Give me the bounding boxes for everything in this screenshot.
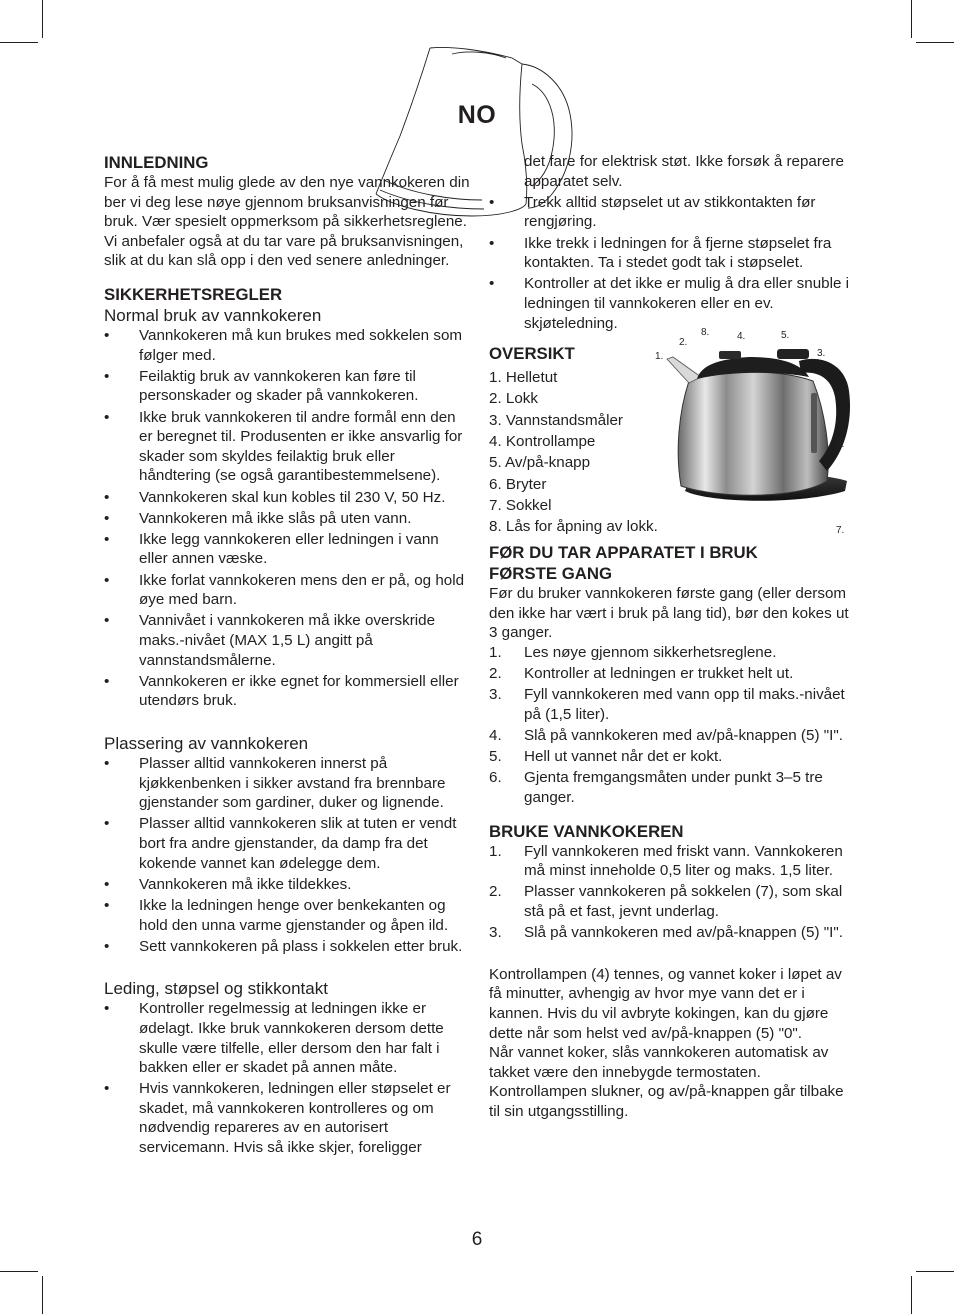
crop-mark xyxy=(911,0,912,38)
part-item: 8. Lås for åpning av lokk. xyxy=(489,518,658,536)
part-item: 7. Sokkel xyxy=(489,496,552,514)
usage-steps xyxy=(489,842,854,943)
list-item: • Plasser alltid vannkokeren slik at tuten er vendt bort fra andre gjenstander, da damp fra det kokende vannet kan ødelegge dem. xyxy=(104,814,470,873)
right-column xyxy=(489,152,854,1122)
list-item: det fare for elektrisk støt. Ikke forsøk å reparere apparatet selv. xyxy=(524,153,844,190)
intro-paragraph: For å få mest mulig glede av den nye vannkokeren din ber vi deg lese nøye gjennom bruksanvisningen før bruk. Vær spesielt oppmerksom på sikkerhetsreglene. Vi anbefaler også at du tar vare på bruksanvisningen, slik at du kan slå opp i den ved senere anledninger. xyxy=(104,174,470,270)
list-item: • Vannkokeren er ikke egnet for kommersiell eller utendørs bruk. xyxy=(104,672,470,711)
list-item: • Vannivået i vannkokeren må ikke overskride maks.-nivået (MAX 1,5 L) angitt på vannstandsmålerne. xyxy=(104,611,470,670)
cord-list-continued xyxy=(489,152,854,333)
crop-mark xyxy=(916,1271,954,1272)
part-item: 3. Vannstandsmåler xyxy=(489,411,623,429)
crop-mark xyxy=(42,1276,43,1314)
step-item: 4. Slå på vannkokeren med av/på-knappen (5) "I". xyxy=(489,727,843,745)
step-item: 2. Plasser vannkokeren på sokkelen (7), som skal stå på et fast, jevnt underlag. xyxy=(489,883,843,920)
subheading-normal-use: Normal bruk av vannkokeren xyxy=(104,305,322,325)
step-item: 3. Fyll vannkokeren med vann opp til maks.-nivået på (1,5 liter). xyxy=(489,686,845,723)
list-item: • Vannkokeren må ikke slås på uten vann. xyxy=(104,509,470,529)
list-item: • Ikke legg vannkokeren eller ledningen i vann eller annen væske. xyxy=(104,530,470,569)
normal-use-list xyxy=(104,326,470,711)
section-heading-first-use xyxy=(489,542,854,584)
left-column xyxy=(104,152,470,1159)
crop-mark xyxy=(0,42,38,43)
part-item: 5. Av/på-knapp xyxy=(489,454,591,472)
list-item: • Kontroller at det ikke er mulig å dra eller snuble i ledningen til vannkokeren eller en ev. skjøteledning. xyxy=(489,274,854,333)
first-use-heading-line1: FØR DU TAR APPARATET I BRUK xyxy=(489,543,758,563)
first-use-steps xyxy=(489,643,854,808)
callout-label: 6. xyxy=(836,439,845,451)
section-heading-overview: OVERSIKT xyxy=(489,344,575,364)
callout-label: 2. xyxy=(679,337,688,349)
section-heading-intro: INNLEDNING xyxy=(104,153,209,172)
part-item: 2. Lokk xyxy=(489,390,538,408)
list-item: • Vannkokeren skal kun kobles til 230 V, 50 Hz. xyxy=(104,488,470,508)
overview-section xyxy=(489,327,854,537)
list-item: • Plasser alltid vannkokeren innerst på kjøkkenbenken i sikker avstand fra brennbare gjenstander som gardiner, duker og lignende. xyxy=(104,754,470,813)
subheading-placement: Plassering av vannkokeren xyxy=(104,734,309,753)
list-item: • Vannkokeren må ikke tildekkes. xyxy=(104,875,470,895)
part-item: 6. Bryter xyxy=(489,475,547,493)
list-item: • Sett vannkokeren på plass i sokkelen etter bruk. xyxy=(104,937,470,957)
list-item: • Feilaktig bruk av vannkokeren kan føre til personskader og skader på vannkokeren. xyxy=(104,367,470,406)
subheading-cord: Leding, støpsel og stikkontakt xyxy=(104,979,328,999)
language-code: NO xyxy=(457,101,497,129)
step-item: 1. Fyll vannkokeren med friskt vann. Vannkokeren må minst inneholde 0,5 liter og maks. 1,5 liter. xyxy=(489,842,843,880)
usage-paragraph: Når vannet koker, slås vannkokeren automatisk av takket være den innebygde termostaten. Kontrollampen slukner, og av/på-knappen går tilbake til sin utgangsstilling. xyxy=(489,1044,844,1120)
overview-parts-list xyxy=(489,367,658,537)
section-heading-usage: BRUKE VANNKOKEREN xyxy=(489,821,684,841)
usage-paragraph: Kontrollampen (4) tennes, og vannet koker i løpet av få minutter, avhengig av hvor mye vann det er i kannen. Hvis du vil avbryte kokingen, kan du gjøre dette når som helst ved av/på-knappen (5) "0". xyxy=(489,965,842,1042)
list-item: • Trekk alltid støpselet ut av stikkontakten før rengjøring. xyxy=(489,193,854,232)
step-item: 1. Les nøye gjennom sikkerhetsreglene. xyxy=(489,643,777,661)
callout-label: 5. xyxy=(781,330,790,342)
callout-label: 1. xyxy=(655,351,664,363)
list-item: • Ikke forlat vannkokeren mens den er på, og hold øye med barn. xyxy=(104,571,470,610)
crop-mark xyxy=(911,1276,912,1314)
cord-list xyxy=(104,999,470,1157)
list-item: • Hvis vannkokeren, ledningen eller støpselet er skadet, må vannkokeren kontrolleres og om nødvendig repareres av en autorisert servicemann. Hvis så ikke skjer, foreligger xyxy=(104,1079,470,1157)
list-item: • Ikke bruk vannkokeren til andre formål enn den er beregnet til. Produsenten er ikke ansvarlig for skader som skyldes feilaktig bruk eller håndtering (se også garantibestemmelsene). xyxy=(104,408,470,486)
list-item: • Kontroller regelmessig at ledningen ikke er ødelagt. Ikke bruk vannkokeren dersom dette skulle være tilfelle, eller dersom den har falt i bakken eller er skadet på annen måte. xyxy=(104,999,470,1077)
step-item: 2. Kontroller at ledningen er trukket helt ut. xyxy=(489,665,794,683)
list-item: • Ikke la ledningen henge over benkekanten og hold den unna varme gjenstander og åpen ild. xyxy=(104,896,470,935)
callout-label: 3. xyxy=(817,348,826,360)
part-item: 4. Kontrollampe xyxy=(489,433,596,451)
crop-mark xyxy=(0,1271,38,1272)
step-item: 3. Slå på vannkokeren med av/på-knappen (5) "I". xyxy=(489,924,843,942)
kettle-product-image xyxy=(649,321,859,521)
callout-label: 4. xyxy=(737,331,746,343)
list-item: • Vannkokeren må kun brukes med sokkelen som følger med. xyxy=(104,326,470,365)
placement-list xyxy=(104,754,470,956)
list-item: • Ikke trekk i ledningen for å fjerne støpselet fra kontakten. Ta i stedet godt tak i støpselet. xyxy=(489,234,854,273)
section-heading-safety: SIKKERHETSREGLER xyxy=(104,284,283,304)
step-item: 5. Hell ut vannet når det er kokt. xyxy=(489,748,723,766)
first-use-paragraph: Før du bruker vannkokeren første gang (eller dersom den ikke har vært i bruk på lang tid), bør den kokes ut 3 ganger. xyxy=(489,585,849,642)
first-use-heading-line2: FØRSTE GANG xyxy=(489,564,613,584)
step-item: 6. Gjenta fremgangsmåten under punkt 3–5 tre ganger. xyxy=(489,769,823,807)
callout-label: 7. xyxy=(836,525,845,537)
crop-mark xyxy=(42,0,43,38)
crop-mark xyxy=(916,42,954,43)
page-number: 6 xyxy=(471,1229,483,1250)
callout-label: 8. xyxy=(701,327,710,339)
part-item: 1. Helletut xyxy=(489,369,558,387)
